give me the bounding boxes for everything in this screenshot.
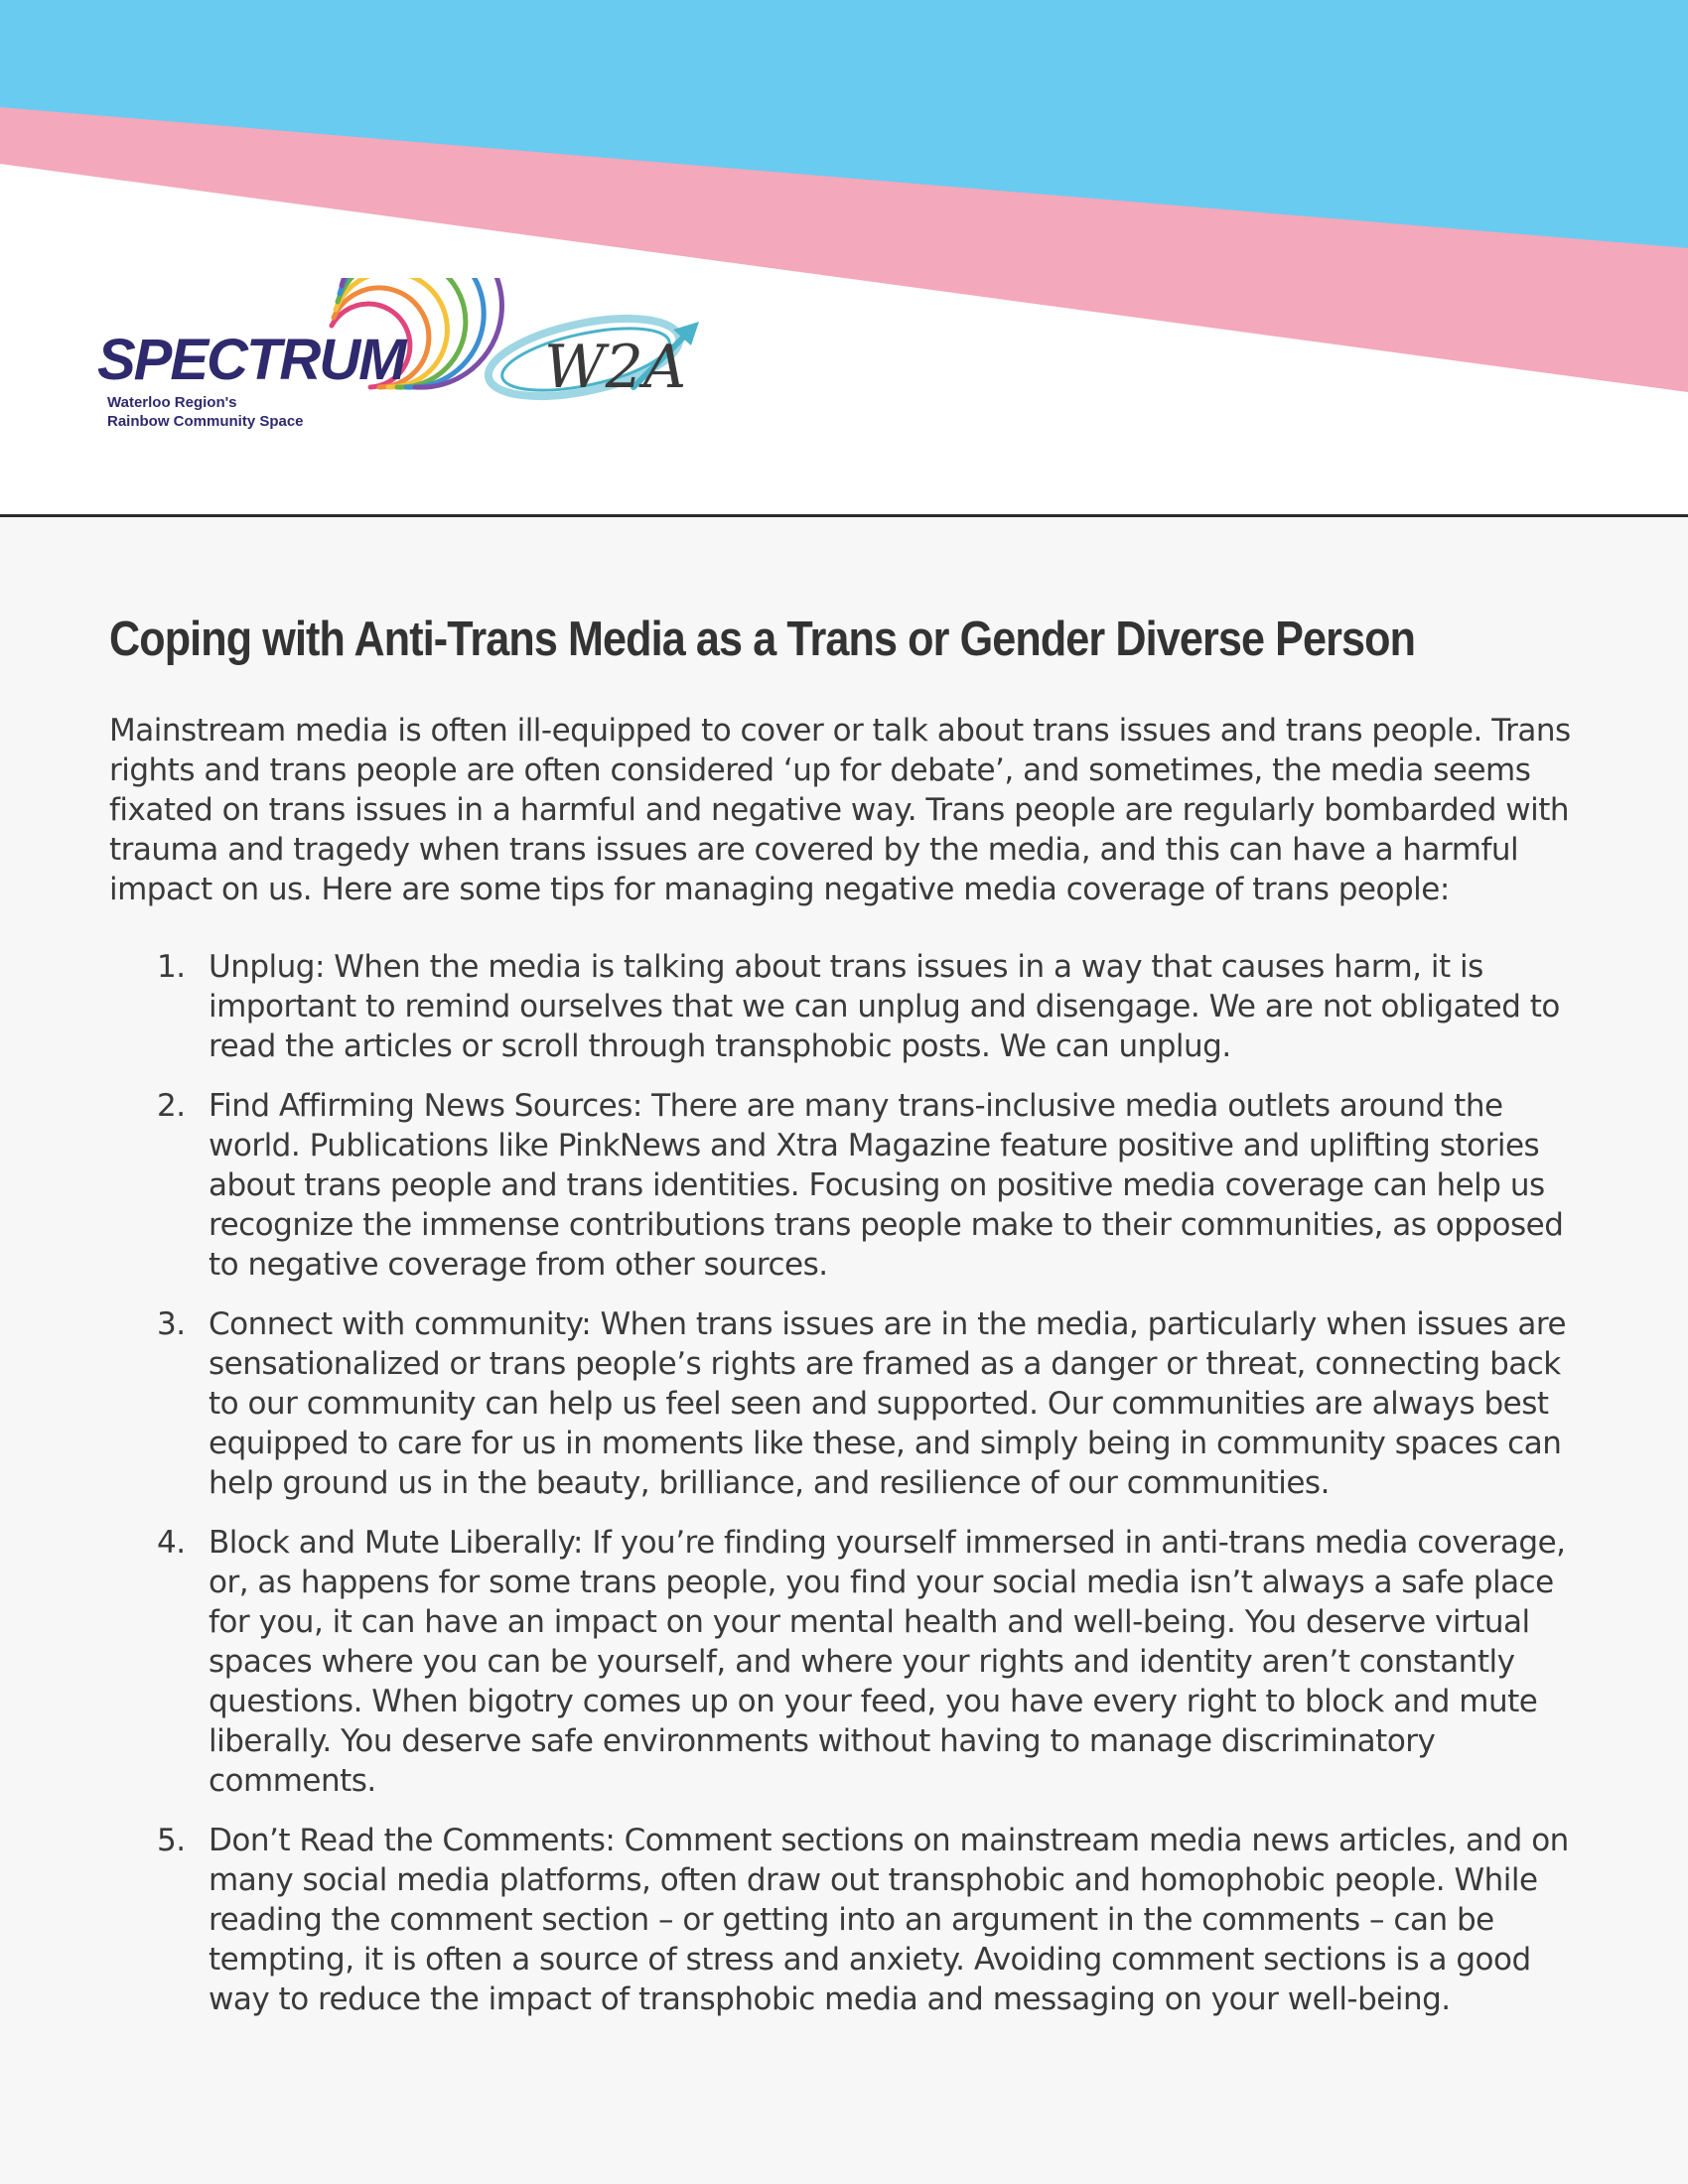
tip-text: Block and Mute Liberally: If you’re finding yourself immersed in anti-trans media coverage, or, as happens for some trans people, you find your social media isn’t always a safe place for you, it can have an impact on your mental health and well-being. You deserve virtual spaces where you can be yourself, and where your rights and identity aren’t constantly questions. When bigotry comes up on your feed, you have every right to block and mute liberally. You deserve safe environments without having to manage discriminatory comments. (209, 1524, 1566, 1799)
intro-paragraph: Mainstream media is often ill-equipped to cover or talk about trans issues and trans people. Trans rights and trans people are often considered ‘up for debate’, and sometimes, the media seems fixated on trans issues in a harmful and negative way. Trans people are regularly bombarded with trauma and tragedy when trans issues are covered by the media, and this can have a harmful impact on us. Here are some tips for managing negative media coverage of trans people: (109, 712, 1571, 907)
main-content (109, 611, 1589, 2039)
tip-item (109, 1821, 1589, 2019)
tip-number: 5. (157, 1822, 186, 1858)
tip-text: Don’t Read the Comments: Comment sections on mainstream media news articles, and on many social media platforms, often draw out transphobic and homophobic people. While reading the comment section – or getting into an argument in the comments – can be tempting, it is often a source of stress and anxiety. Avoiding comment sections is a good way to reduce the impact of transphobic media and messaging on your well-being. (209, 1822, 1569, 2017)
tip-item (109, 1304, 1589, 1503)
page-title: Coping with Anti-Trans Media as a Trans or Gender Diverse Person (109, 613, 1416, 666)
tip-item (109, 1086, 1589, 1285)
tip-number: 2. (157, 1087, 186, 1124)
partner-logos (97, 278, 733, 447)
spectrum-logo (97, 278, 501, 430)
tip-text: Unplug: When the media is talking about trans issues in a way that causes harm, it is important to remind ourselves that we can unplug and disengage. We are not obligated to read the articles or scroll through transphobic posts. We can unplug. (209, 948, 1560, 1064)
tip-text: Find Affirming News Sources: There are many trans-inclusive media outlets around the world. Publications like PinkNews and Xtra Magazine feature positive and uplifting stories about trans people and trans identities. Focusing on positive media coverage can help us recognize the immense contributions trans people make to their communities, as opposed to negative coverage from other sources. (209, 1087, 1564, 1283)
spectrum-tagline-line1: Waterloo Region's (107, 394, 237, 411)
spectrum-tagline-line2: Rainbow Community Space (107, 413, 304, 430)
tips-list (109, 947, 1589, 2019)
w2a-mark: W2A (544, 333, 687, 402)
tip-item (109, 947, 1589, 1066)
tip-number: 3. (157, 1305, 186, 1342)
spectrum-wordmark: SPECTRUM (97, 328, 405, 392)
tip-text: Connect with community: When trans issues are in the media, particularly when issues are sensationalized or trans people’s rights are framed as a danger or threat, connecting back to our community can help us feel seen and supported. Our communities are always best equipped to care for us in moments like these, and simply being in community spaces can help ground us in the beauty, brilliance, and resilience of our communities. (209, 1305, 1567, 1501)
w2a-logo (482, 304, 699, 410)
tip-number: 1. (157, 948, 186, 985)
tip-number: 4. (157, 1524, 186, 1561)
tip-item (109, 1523, 1589, 1801)
